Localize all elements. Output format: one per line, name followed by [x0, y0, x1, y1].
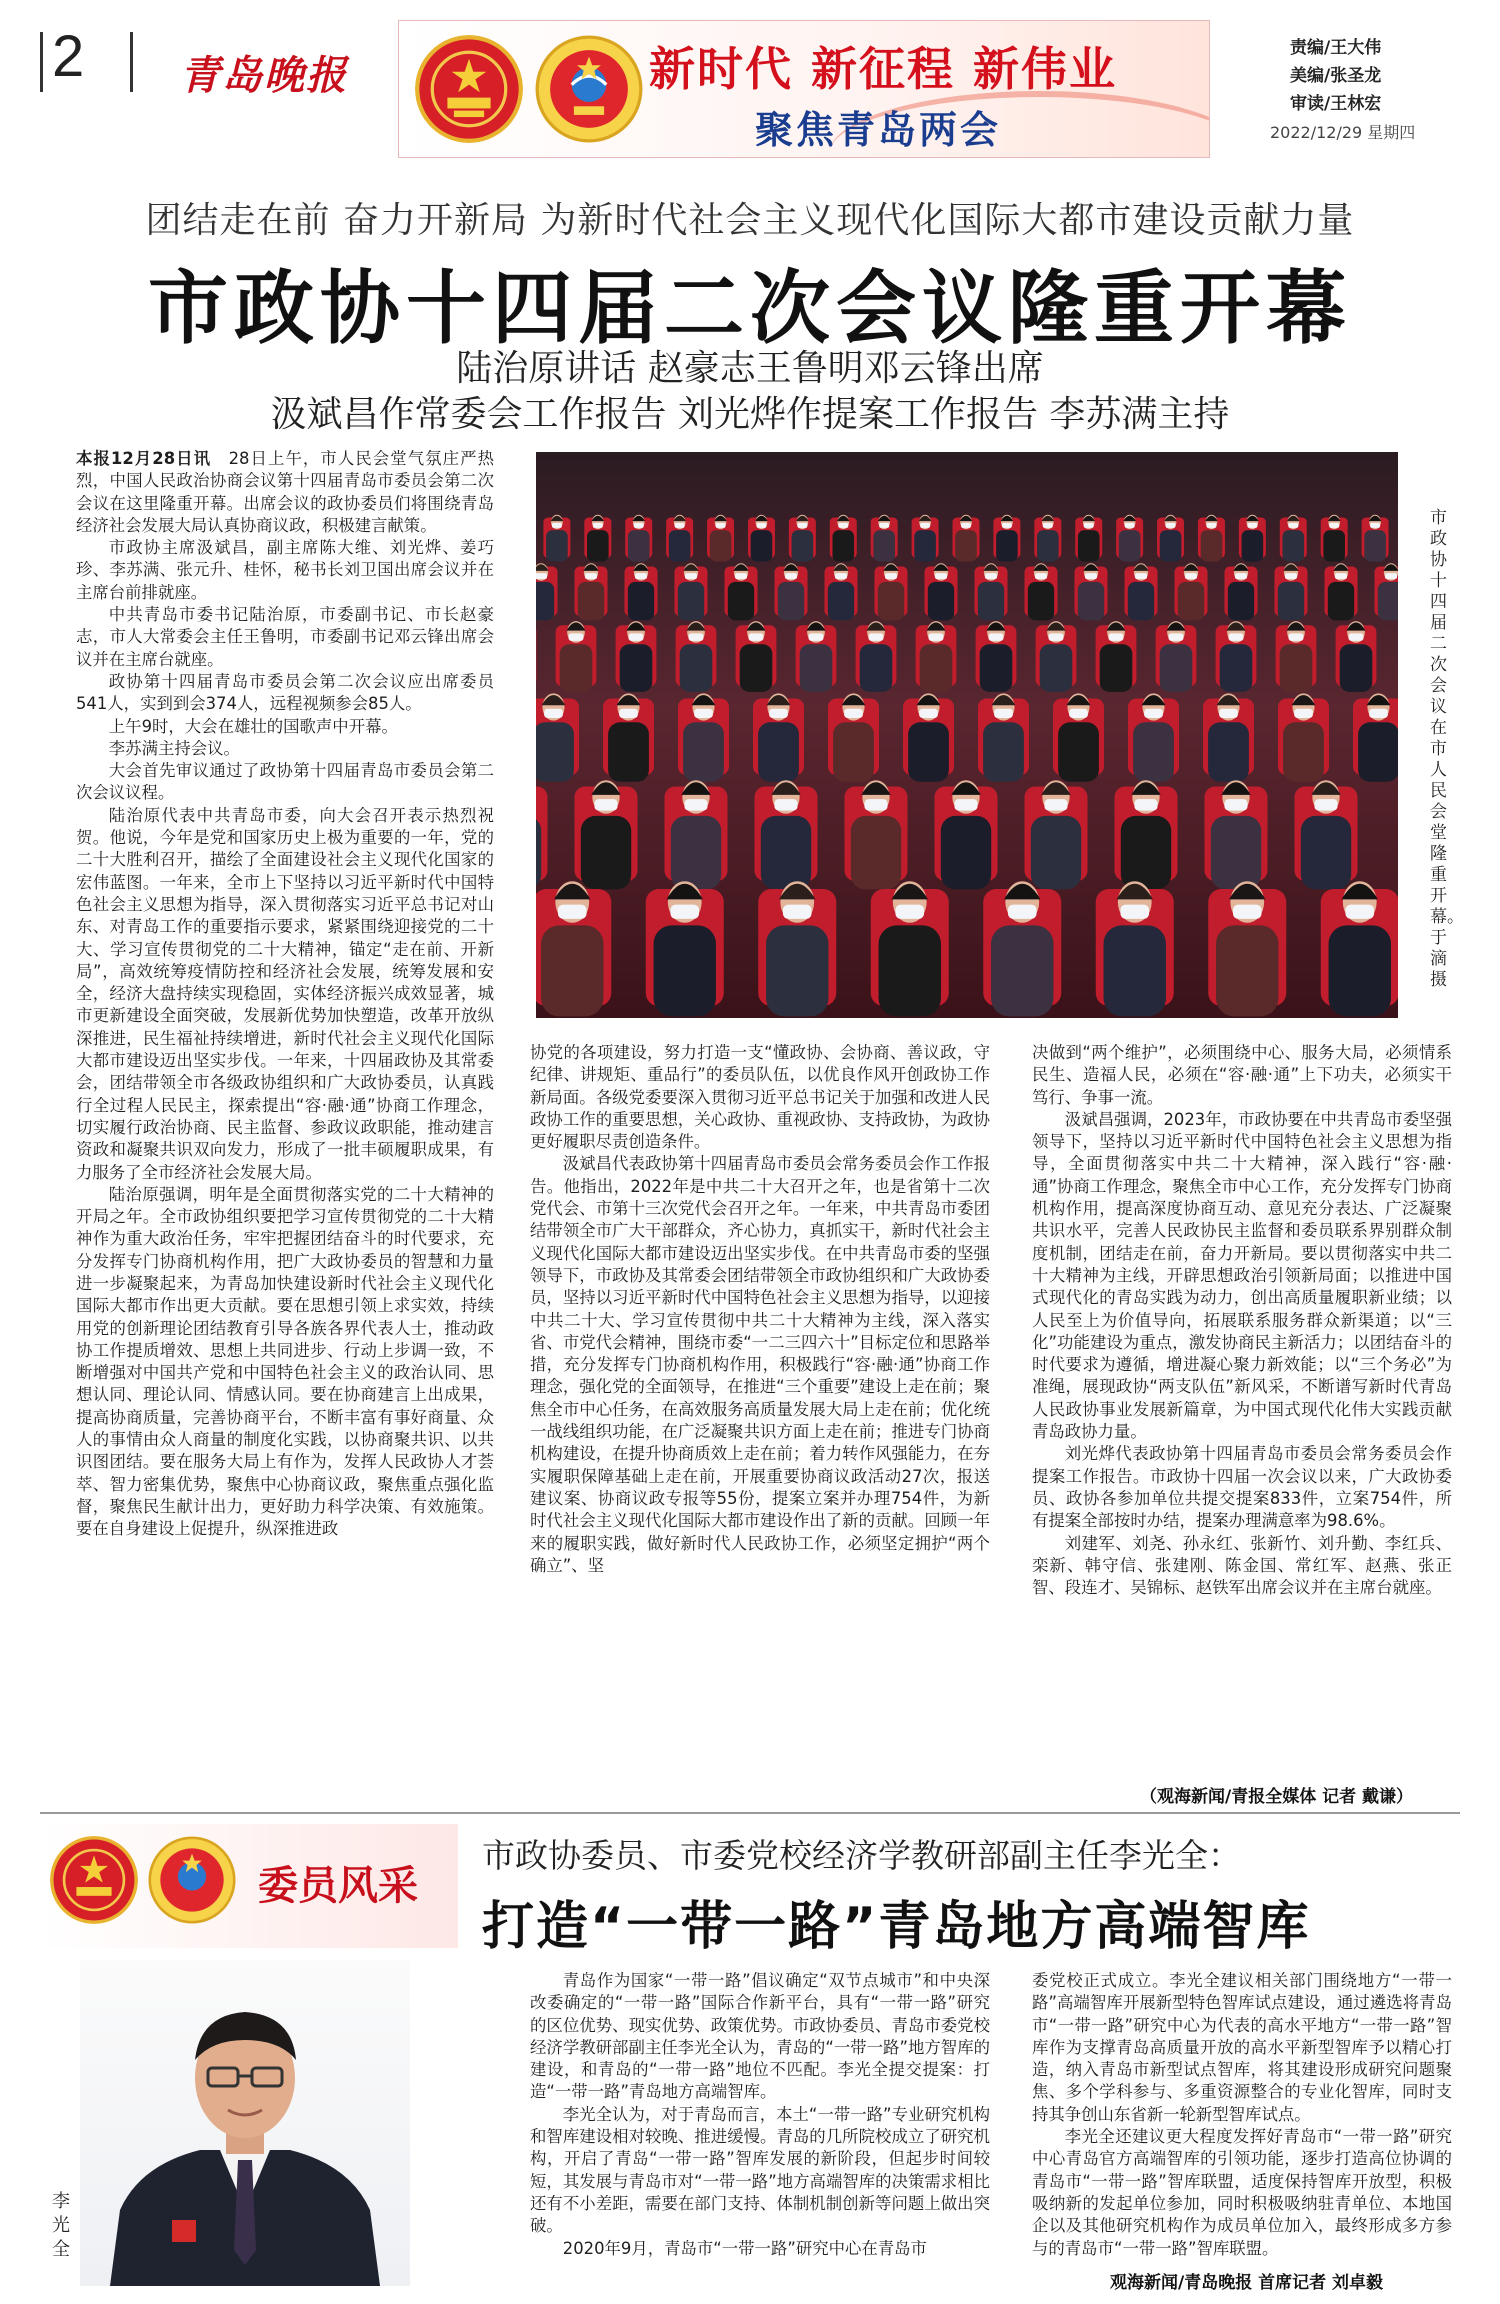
banner-slogan: 新时代 新征程 新伟业 — [649, 42, 1118, 96]
cppcc-banner — [398, 20, 1210, 158]
article-paragraph: 委党校正式成立。李光全建议相关部门围绕地方“一带一路”高端智库开展新型特色智库试点建设，通过遴选将青岛市“一带一路”研究中心为代表的高水平地方“一带一路”智库作为支撑青岛高质量开放的高水平新型智库予以精心打造，纳入青岛市新型试点智库，将其建设形成研究问题聚焦、多个学科参与、多重资源整合的专业化智库，同时支持其争创山东省新一轮新型智库试点。 — [1032, 1971, 1452, 2124]
profile-kicker: 市政协委员、市委党校经济学教研部副主任李光全： — [482, 1836, 1241, 1875]
banner-focus-title: 聚焦青岛两会 — [755, 108, 1002, 152]
main-article-column-1 — [76, 448, 494, 1772]
paper-name-logo: 青岛晚报 — [180, 52, 348, 99]
credit-line: 责编/王大伟 — [1290, 38, 1382, 58]
article-paragraph: 李光全还建议更大程度发挥好青岛市“一带一路”研究中心青岛官方高端智库的引领功能，逐步打造高位协调的青岛市“一带一路”智库联盟，适度保持智库开放型，积极吸纳新的发起单位参加，同时积极吸纳驻青单位、本地国企以及其他研究机构作为成员单位加入，最终形成多方参与的青岛市“一带一路”智库联盟。 — [1032, 2127, 1452, 2258]
photo-caption: 市政协十四届二次会议在市人民会堂隆重开幕。 于滴 摄 — [1430, 508, 1464, 990]
article-paragraph: 上午9时，大会在雄壮的国歌声中开幕。 — [108, 716, 398, 736]
portrait-illustration — [80, 1960, 410, 2286]
editor-credits — [1290, 34, 1381, 118]
main-article-column-3 — [1032, 1042, 1452, 1762]
main-article-byline: （观海新闻/青报全媒体 记者 戴谦） — [1140, 1787, 1414, 1807]
article-paragraph: 中共青岛市委书记陆治原，市委副书记、市长赵豪志，市人大常委会主任王鲁明，市委副书记邓云锋出席会议并在主席台就座。 — [76, 605, 494, 669]
section-divider — [40, 1812, 1460, 1814]
article-paragraph: 陆治原强调，明年是全面贯彻落实党的二十大精神的开局之年。全市政协组织要把学习宣传贯彻党的二十大精神作为重大政治任务，牢牢把握团结奋斗的时代要求，充分发挥专门协商机构作用，把广大政协委员的智慧和力量进一步凝聚起来，为青岛加快建设新时代社会主义现代化国际大都市作出更大贡献。要在思想引领上求实效，持续用党的创新理论团结教育引导各族各界代表人士，推动政协工作提质增效、思想上共同进步、行动上步调一致，不断增强对中国共产党和中国特色社会主义的政治认同、思想认同、理论认同、情感认同。要在协商建言上出成果，提高协商质量，完善协商平台，不断丰富有事好商量、众人的事情由众人商量的制度化实践，以协商聚共识、以共识图团结。要在服务大局上有作为，发挥人民政协人才荟萃、智力密集优势，聚焦中心协商议政，聚焦重点强化监督，聚焦民生献计出力，更好助力科学决策、有效施策。要在自身建设上促提升，纵深推进政 — [76, 1184, 494, 1539]
article-paragraph: 决做到“两个维护”，必须围绕中心、服务大局，必须情系民生、造福人民，必须在“容·融·通”上下功夫，必须实干笃行、争事一流。 — [1032, 1043, 1452, 1107]
profile-article-byline: 观海新闻/青岛晚报 首席记者 刘卓毅 — [1110, 2273, 1384, 2293]
conference-photo — [536, 452, 1398, 1018]
cppcc-emblem-icon — [148, 1836, 236, 1924]
member-profile-section-header — [40, 1824, 458, 1948]
article-paragraph: 李苏满主持会议。 — [108, 738, 240, 758]
page-number: 2 — [52, 24, 85, 89]
article-paragraph: 陆治原代表中共青岛市委，向大会召开表示热烈祝贺。他说，今年是党和国家历史上极为重要的一年，党的二十大胜利召开，描绘了全面建设社会主义现代化国家的宏伟蓝图。一年来，全市上下坚持以习近平新时代中国特色社会主义思想为指导，深入贯彻落实习近平总书记对山东、对青岛工作的重要指示要求，紧紧围绕迎接党的二十大、学习宣传贯彻党的二十大精神，锚定“走在前、开新局”，高效统筹疫情防控和经济社会发展，统筹发展和安全，经济大盘持续实现稳固，实体经济振兴成效显著，城市更新建设全面突破，发展新优势加快塑造，改革开放纵深推进，民生福祉持续增进，新时代社会主义现代化国际大都市建设迈出坚实步伐。一年来，十四届政协及其常委会，团结带领全市各级政协组织和广大政协委员，认真践行全过程人民民主，探索提出“容·融·通”协商工作理念，切实履行政治协商、民主监督、参政议政职能，推动建言资政和凝聚共识双向发力，形成了一批丰硕履职成果，有力服务了全市经济社会发展大局。 — [76, 805, 494, 1182]
main-subhead-2: 汲斌昌作常委会工作报告 刘光烨作提案工作报告 李苏满主持 — [270, 394, 1230, 435]
credit-line: 美编/张圣龙 — [1290, 66, 1382, 86]
article-paragraph: 汲斌昌代表政协第十四届青岛市委员会常务委员会作工作报告。他指出，2022年是中共二十大召开之年，也是省第十二次党代会、市第十三次党代会召开之年。一年来，中共青岛市委团结带领全市广大干部群众，齐心协力，真抓实干，新时代社会主义现代化国际大都市建设迈出坚实步伐。在中共青岛市委的坚强领导下，市政协及其常委会团结带领全市政协组织和广大政协委员，坚持以习近平新时代中国特色社会主义思想为指导，以迎接中共二十大、学习宣传贯彻中共二十大精神为主线，深入落实省、市党代会精神，围绕市委“一二三四六十”目标定位和思路举措，充分发挥专门协商机构作用，积极践行“容·融·通”协商工作理念，强化党的全面领导，在推进“三个重要”建设上走在前；聚焦全市中心任务，在高效服务高质量发展大局上走在前；优化统一战线组织功能，在广泛凝聚共识方面上走在前；推进专门协商机构建设，在提升协商质效上走在前；着力转作风强能力，在夯实履职保障基础上走在前，开展重要协商议政活动27次，报送建议案、协商议政专报等55份，提案立案并办理754件，为新时代社会主义现代化国际大都市建设作出了新的贡献。回顾一年来的履职实践，做好新时代人民政协工作，必须坚定拥护“两个确立”、坚 — [530, 1154, 990, 1575]
article-paragraph: 市政协主席汲斌昌，副主席陈大维、刘光烨、姜巧珍、李苏满、张元升、桂怀，秘书长刘卫国出席会议并在主席台前排就座。 — [76, 538, 494, 602]
masthead-rule-left — [40, 32, 43, 92]
audience-illustration — [536, 452, 1398, 1018]
dateline: 本报12月28日讯 — [76, 449, 212, 468]
article-paragraph: 汲斌昌强调，2023年，市政协要在中共青岛市委坚强领导下，坚持以习近平新时代中国特色社会主义思想为指导，全面贯彻落实中共二十大精神，深入践行“容·融·通”协商工作理念，聚焦全市中心工作，充分发挥专门协商机构作用，提高深度协商互动、意见充分表达、广泛凝聚共识水平，完善人民政协民主监督和委员联系界别群众制度机制，团结走在前，奋力开新局。要以贯彻落实中共二十大精神为主线，开辟思想政治引领新局面；以推进中国式现代化的青岛实践为动力，创出高质量履职新业绩；以人民至上为价值导向，拓展联系服务群众新渠道；以“三化”功能建设为重点，激发协商民主新活力；以团结奋斗的时代要求为遵循，增进凝心聚力新效能；以“三个务必”为准绳，展现政协“两支队伍”新风采，不断谱写新时代青岛人民政协事业发展新篇章，为中国式现代化伟大实践贡献青岛政协力量。 — [1032, 1109, 1452, 1442]
article-paragraph: 刘光烨代表政协第十四届青岛市委员会常务委员会作提案工作报告。市政协十四届一次会议以来，广大政协委员、政协各参加单位共提交提案833件，立案754件，所有提案全部按时办结，提案办理满意率为98.6%。 — [1032, 1444, 1452, 1531]
article-paragraph: 大会首先审议通过了政协第十四届青岛市委员会第二次会议议程。 — [76, 761, 494, 803]
main-subhead-1: 陆治原讲话 赵豪志王鲁明邓云锋出席 — [456, 348, 1044, 389]
article-paragraph: 政协第十四届青岛市委员会第二次会议应出席委员541人，实到到会374人，远程视频参会85人。 — [76, 671, 494, 714]
profile-article-column-2 — [1032, 1970, 1452, 2260]
lead-paragraph — [76, 448, 494, 537]
article-paragraph: 青岛作为国家“一带一路”倡议确定“双节点城市”和中央深改委确定的“一带一路”国际合作新平台，具有“一带一路”研究的区位优势、现实优势、政策优势。市政协委员、青岛市委党校经济学教研部副主任李光全认为，青岛的“一带一路”地方智库的建设，和青岛的“一带一路”地位不匹配。李光全提交提案：打造“一带一路”青岛地方高端智库。 — [530, 1971, 990, 2102]
national-emblem-icon — [415, 35, 523, 143]
masthead-rule — [130, 32, 133, 92]
profile-headline: 打造“一带一路”青岛地方高端智库 — [482, 1897, 1311, 1957]
section-title: 委员风采 — [258, 1862, 418, 1909]
article-paragraph: 协党的各项建设，努力打造一支“懂政协、会协商、善议政，守纪律、讲规矩、重品行”的委员队伍，以优良作风开创政协工作新局面。各级党委要深入贯彻习近平总书记关于加强和改进人民政协工作的重要思想，关心政协、重视政协、支持政协，为政协更好履职尽责创造条件。 — [530, 1043, 990, 1152]
lead-text: 28日上午，市人民会堂气氛庄严热烈，中国人民政治协商会议第十四届青岛市委员会第二次会议在这里隆重开幕。出席会议的政协委员们将围绕青岛经济社会发展大局认真协商议政，积极建言献策。 — [76, 449, 494, 535]
credit-line: 审读/王林宏 — [1290, 94, 1382, 114]
main-headline: 市政协十四届二次会议隆重开幕 — [148, 262, 1352, 355]
profile-article-column-1 — [530, 1970, 990, 2288]
issue-date: 2022/12/29 星期四 — [1270, 123, 1416, 142]
cppcc-emblem-icon — [535, 35, 643, 143]
article-paragraph: 李光全认为，对于青岛而言，本土“一带一路”专业研究机构和智库建设相对较晚、推进缓慢。青岛的几所院校成立了研究机构，开启了青岛“一带一路”智库发展的新阶段，但起步时间较短，其发展与青岛市对“一带一路”地方高端智库的决策需求相比还有不小差距，需要在部门支持、体制机制创新等问题上做出突破。 — [530, 2104, 990, 2236]
portrait-name-caption: 李光全 — [52, 2191, 70, 2260]
main-article-column-2 — [530, 1042, 990, 1772]
article-paragraph: 2020年9月，青岛市“一带一路”研究中心在青岛市 — [562, 2238, 927, 2258]
member-portrait — [80, 1960, 410, 2286]
article-paragraph: 刘建军、刘尧、孙永红、张新竹、刘升勤、李红兵、栾新、韩守信、张建刚、陈金国、常红军、赵燕、张正智、段连才、吴锦标、赵铁军出席会议并在主席台就座。 — [1032, 1533, 1452, 1598]
main-kicker: 团结走在前 奋力开新局 为新时代社会主义现代化国际大都市建设贡献力量 — [145, 200, 1355, 241]
national-emblem-icon — [50, 1836, 138, 1924]
